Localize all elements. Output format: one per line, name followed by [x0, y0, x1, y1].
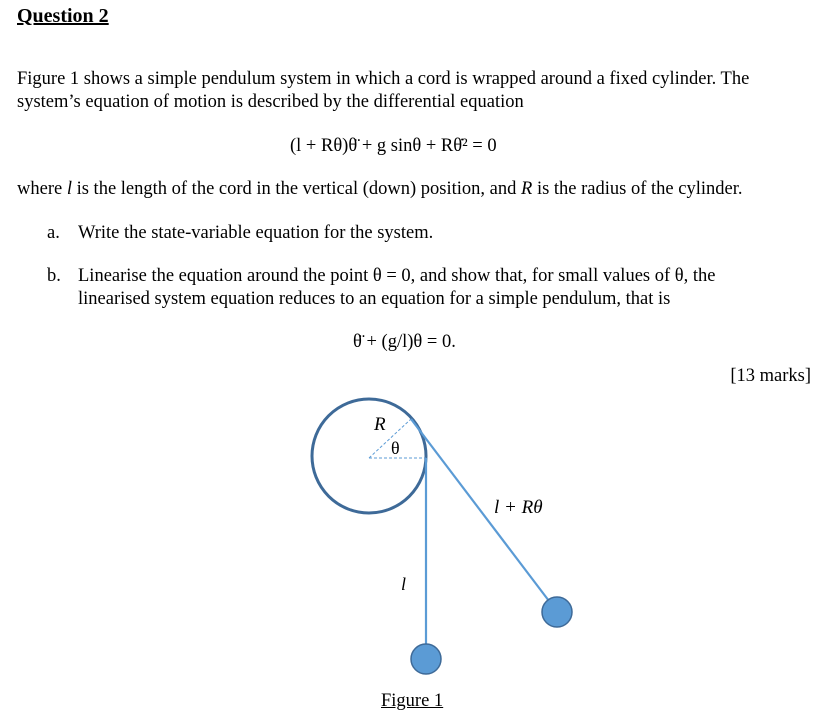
- figure-caption: Figure 1: [381, 691, 444, 711]
- marks-label: [13 marks]: [730, 366, 811, 386]
- label-l: l: [401, 574, 407, 594]
- where-text-2: is the length of the cord in the vertical (down) position, and: [71, 179, 522, 199]
- label-R: R: [374, 414, 386, 435]
- bob-angled: [542, 597, 572, 627]
- linearised-equation: θ̈ + (g/l)θ = 0.: [353, 332, 456, 352]
- intro-line-2: system’s equation of motion is described by the differential equation: [17, 92, 524, 112]
- cylinder: [312, 399, 426, 513]
- label-theta: θ: [391, 438, 400, 458]
- question-heading: Question 2: [17, 5, 109, 27]
- where-text-1: where: [17, 179, 67, 199]
- equation-of-motion: (l + Rθ)θ̈ + g sinθ + Rθ̇² = 0: [290, 136, 497, 156]
- bob-vertical: [411, 644, 441, 674]
- part-b-line-1: Linearise the equation around the point θ = 0, and show that, for small values of θ, the: [78, 266, 716, 286]
- intro-line-1: Figure 1 shows a simple pendulum system in which a cord is wrapped around a fixed cylinder. The: [17, 69, 750, 89]
- part-b-letter: b.: [47, 266, 61, 286]
- label-l-plus-R-theta: l + Rθ: [494, 497, 543, 518]
- where-var-l: l: [66, 179, 72, 199]
- where-text-3: is the radius of the cylinder.: [532, 179, 743, 199]
- part-a-letter: a.: [47, 223, 60, 243]
- part-b-line-2: linearised system equation reduces to an equation for a simple pendulum, that is: [78, 289, 671, 309]
- part-a-text: Write the state-variable equation for the system.: [78, 223, 434, 243]
- where-var-R: R: [521, 179, 533, 199]
